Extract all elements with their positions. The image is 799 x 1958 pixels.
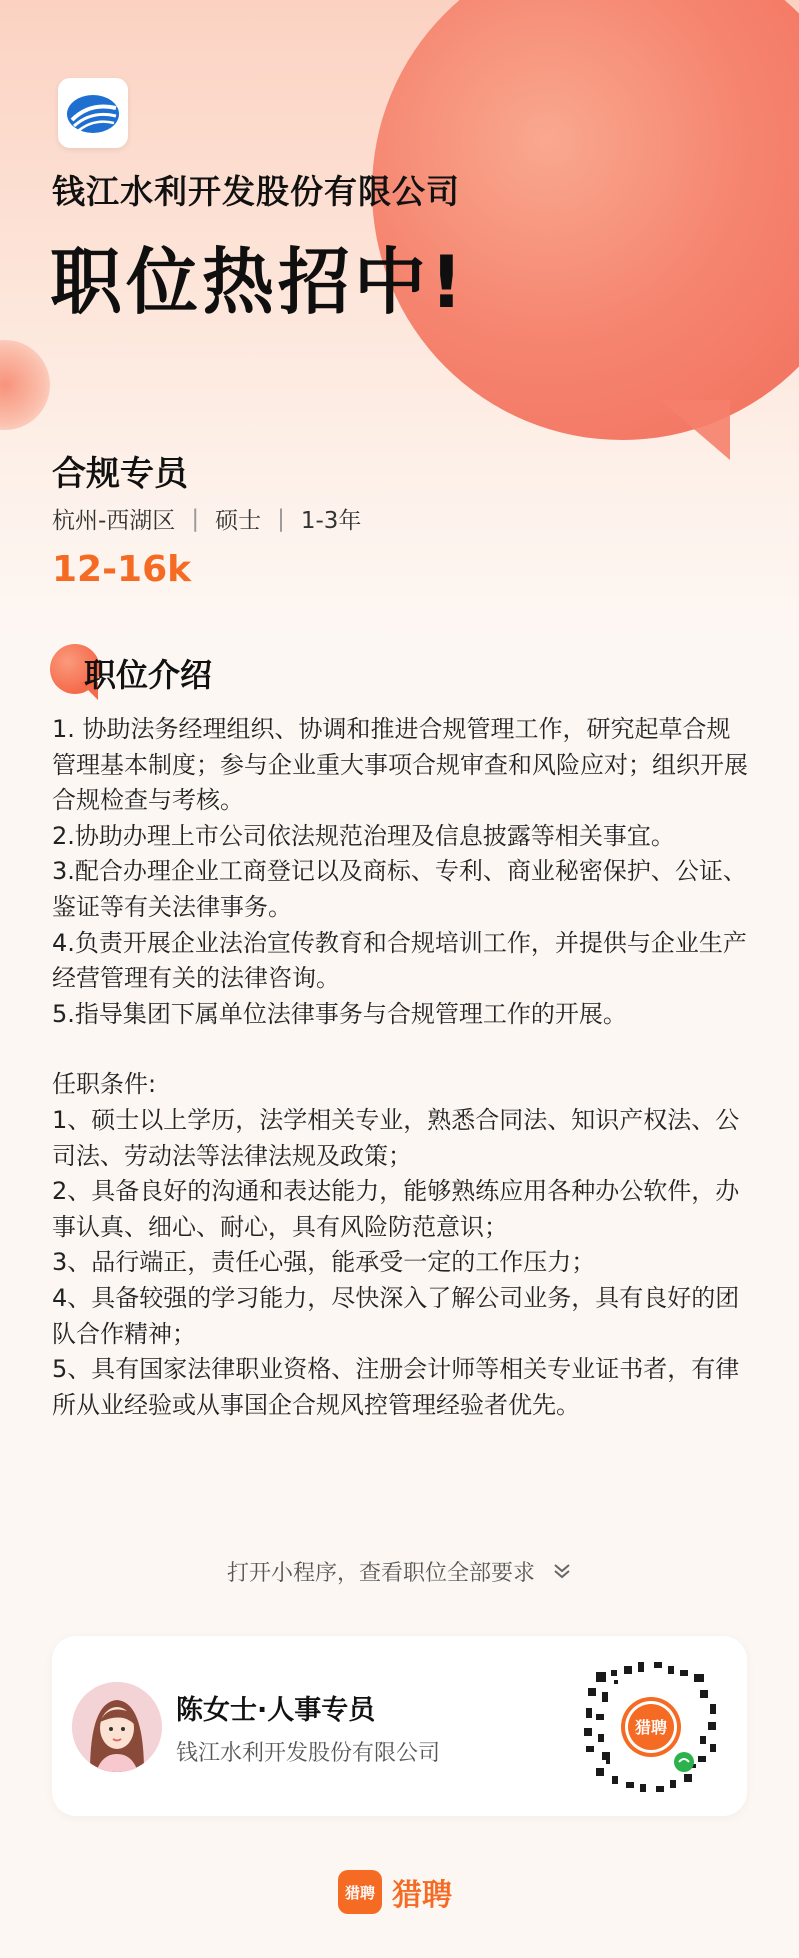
duty-item: 3.配合办理企业工商登记以及商标、专利、商业秘密保护、公证、鉴证等有关法律事务。 <box>52 857 747 921</box>
section-header <box>50 644 350 700</box>
requirement-item: 5、具有国家法律职业资格、注册会计师等相关专业证书者，有律所从业经验或从事国企合规风控管理经验者优先。 <box>52 1355 740 1419</box>
duty-item: 1. 协助法务经理组织、协调和推进合规管理工作，研究起草合规管理基本制度；参与企业重大事项合规审查和风险应对；组织开展合规检查与考核。 <box>52 715 748 815</box>
company-logo <box>58 78 128 148</box>
job-title: 合规专员 <box>52 454 188 494</box>
job-degree: 硕士 <box>215 508 262 534</box>
duty-item: 5.指导集团下属单位法律事务与合规管理工作的开展。 <box>52 999 627 1028</box>
requirement-item: 2、具备良好的沟通和表达能力，能够熟练应用各种办公软件，办事认真、细心、耐心，具有风险防范意识； <box>52 1177 740 1241</box>
job-location: 杭州-西湖区 <box>52 508 176 534</box>
double-chevron-down-icon <box>552 1561 572 1586</box>
paragraph-gap <box>52 1032 752 1067</box>
liepin-brand: 猎聘 <box>392 1878 452 1913</box>
contact-card <box>52 1636 747 1816</box>
duty-item: 2.协助办理上市公司依法规范治理及信息披露等相关事宜。 <box>52 821 675 850</box>
company-name: 钱江水利开发股份有限公司 <box>52 172 460 211</box>
requirement-item: 3、品行端正，责任心强，能承受一定的工作压力； <box>52 1248 596 1277</box>
requirement-item: 4、具备较强的学习能力，尽快深入了解公司业务，具有良好的团队合作精神； <box>52 1283 740 1348</box>
requirement-item: 1、硕士以上学历，法学相关专业，熟悉合同法、知识产权法、公司法、劳动法等法律法规及政策； <box>52 1105 740 1170</box>
contact-name: 陈女士·人事专员 <box>176 1695 376 1726</box>
meta-separator: | <box>277 505 285 532</box>
duty-item: 4.负责开展企业法治宣传教育和合规培训工作，并提供与企业生产经营管理有关的法律咨询。 <box>52 928 747 993</box>
contact-company: 钱江水利开发股份有限公司 <box>176 1741 441 1766</box>
liepin-badge: 猎聘 <box>338 1870 382 1914</box>
open-mini-program-link[interactable] <box>0 1556 799 1587</box>
headline: 职位热招中! <box>50 240 467 324</box>
job-experience: 1-3年 <box>300 508 362 534</box>
qr-badge-label: 猎聘 <box>634 1718 667 1737</box>
speech-bubble-tail-decoration <box>660 400 730 460</box>
job-meta <box>52 502 361 535</box>
job-salary: 12-16k <box>52 549 192 590</box>
liepin-logo <box>338 1868 468 1916</box>
mini-program-qr-code[interactable] <box>576 1652 726 1802</box>
requirements-title: 任职条件: <box>52 1070 157 1099</box>
open-mini-program-label: 打开小程序，查看职位全部要求 <box>226 1561 535 1586</box>
section-title: 职位介绍 <box>84 656 213 694</box>
job-description <box>52 712 752 1423</box>
meta-separator: | <box>191 505 200 532</box>
avatar <box>72 1682 162 1772</box>
